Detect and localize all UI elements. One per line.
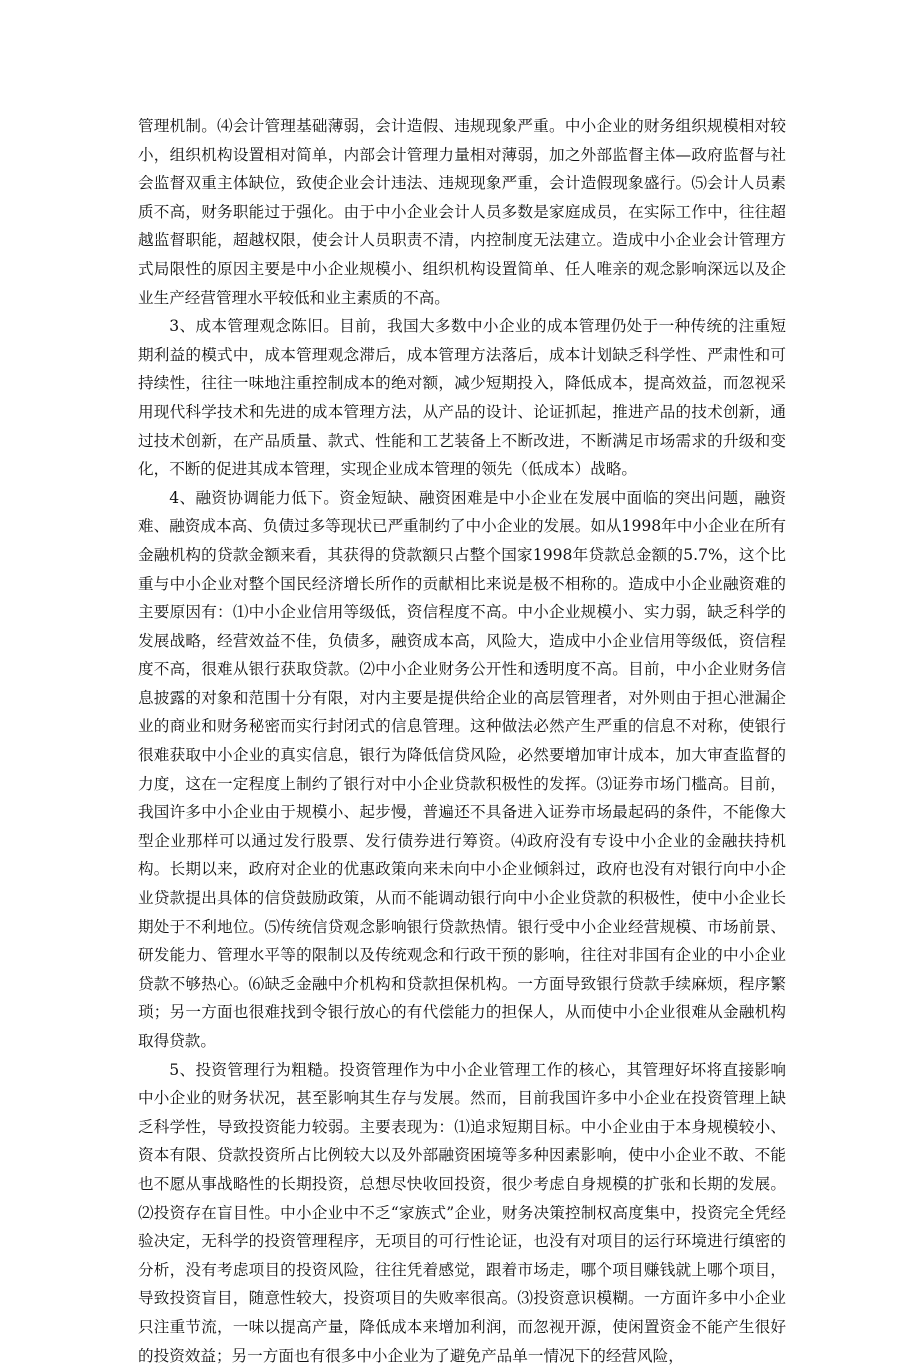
paragraph-financing: 4、融资协调能力低下。资金短缺、融资困难是中小企业在发展中面临的突出问题，融资难、融资成本高、负债过多等现状已严重制约了中小企业的发展。如从1998年中小企业在所有金融机构的贷款金额来看，其获得的贷款额只占整个国家1998年贷款总金额的5.7%，这个比重与中小企业对整个国民经济增长所作的贡献相比来说是极不相称的。造成中小企业融资难的主要原因有：⑴中小企业信用等级低，资信程度不高。中小企业规模小、实力弱，缺乏科学的发展战略，经营效益不佳，负债多，融资成本高，风险大，造成中小企业信用等级低，资信程度不高，很难从银行获取贷款。⑵中小企业财务公开性和透明度不高。目前，中小企业财务信息披露的对象和范围十分有限，对内主要是提供给企业的高层管理者，对外则由于担心泄漏企业的商业和财务秘密而实行封闭式的信息管理。这种做法必然产生严重的信息不对称，使银行很难获取中小企业的真实信息，银行为降低信贷风险，必然要增加审计成本，加大审查监督的力度，这在一定程度上制约了银行对中小企业贷款积极性的发挥。⑶证券市场门槛高。目前，我国许多中小企业由于规模小、起步慢，普遍还不具备进入证券市场最起码的条件，不能像大型企业那样可以通过发行股票、发行债券进行筹资。⑷政府没有专设中小企业的金融扶持机构。长期以来，政府对企业的优惠政策向来未向中小企业倾斜过，政府也没有对银行向中小企业贷款提出具体的信贷鼓励政策，从而不能调动银行向中小企业贷款的积极性，使中小企业长期处于不利地位。⑸传统信贷观念影响银行贷款热情。银行受中小企业经营规模、市场前景、研发能力、管理水平等的限制以及传统观念和行政干预的影响，往往对非国有企业的中小企业贷款不够热心。⑹缺乏金融中介机构和贷款担保机构。一方面导致银行贷款手续麻烦，程序繁琐；另一方面也很难找到令银行放心的有代偿能力的担保人，从而使中小企业很难从金融机构取得贷款。	[138, 488, 786, 1050]
document-body	[138, 112, 786, 1370]
paragraph-continuation: 管理机制。⑷会计管理基础薄弱，会计造假、违规现象严重。中小企业的财务组织规模相对较小，组织机构设置相对简单，内部会计管理力量相对薄弱，加之外部监督主体—政府监督与社会监督双重主体缺位，致使企业会计违法、违规现象严重，会计造假现象盛行。⑸会计人员素质不高，财务职能过于强化。由于中小企业会计人员多数是家庭成员，在实际工作中，往往超越监督职能，超越权限，使会计人员职责不清，内控制度无法建立。造成中小企业会计管理方式局限性的原因主要是中小企业规模小、组织机构设置简单、任人唯亲的观念影响深远以及企业生产经营管理水平较低和业主素质的不高。	[138, 117, 786, 307]
paragraph-investment: 5、投资管理行为粗糙。投资管理作为中小企业管理工作的核心，其管理好坏将直接影响中小企业的财务状况，甚至影响其生存与发展。然而，目前我国许多中小企业在投资管理上缺乏科学性，导致投资能力较弱。主要表现为：⑴追求短期目标。中小企业由于本身规模较小、资本有限、贷款投资所占比例较大以及外部融资困境等多种因素影响，使中小企业不敢、不能也不愿从事战略性的长期投资，总想尽快收回投资，很少考虑自身规模的扩张和长期的发展。⑵投资存在盲目性。中小企业中不乏“家族式”企业，财务决策控制权高度集中，投资完全凭经验决定，无科学的投资管理程序，无项目的可行性论证，也没有对项目的运行环境进行缜密的分析，没有考虑项目的投资风险，往往凭着感觉，跟着市场走，哪个项目赚钱就上哪个项目，导致投资盲目，随意性较大，投资项目的失败率很高。⑶投资意识模糊。一方面许多中小企业只注重节流，一味以提高产量，降低成本来增加利润，而忽视开源，使闲置资金不能产生很好的投资效益；另一方面也有很多中小企业为了避免产品单一情况下的经营风险，	[138, 1060, 786, 1365]
paragraph-cost-management: 3、成本管理观念陈旧。目前，我国大多数中小企业的成本管理仍处于一种传统的注重短期利益的模式中，成本管理观念滞后，成本管理方法落后，成本计划缺乏科学性、严肃性和可持续性，往往一味地注重控制成本的绝对额，减少短期投入，降低成本，提高效益，而忽视采用现代科学技术和先进的成本管理方法，从产品的设计、论证抓起，推进产品的技术创新，通过技术创新，在产品质量、款式、性能和工艺装备上不断改进，不断满足市场需求的升级和变化，不断的促进其成本管理，实现企业成本管理的领先（低成本）战略。	[138, 317, 786, 479]
